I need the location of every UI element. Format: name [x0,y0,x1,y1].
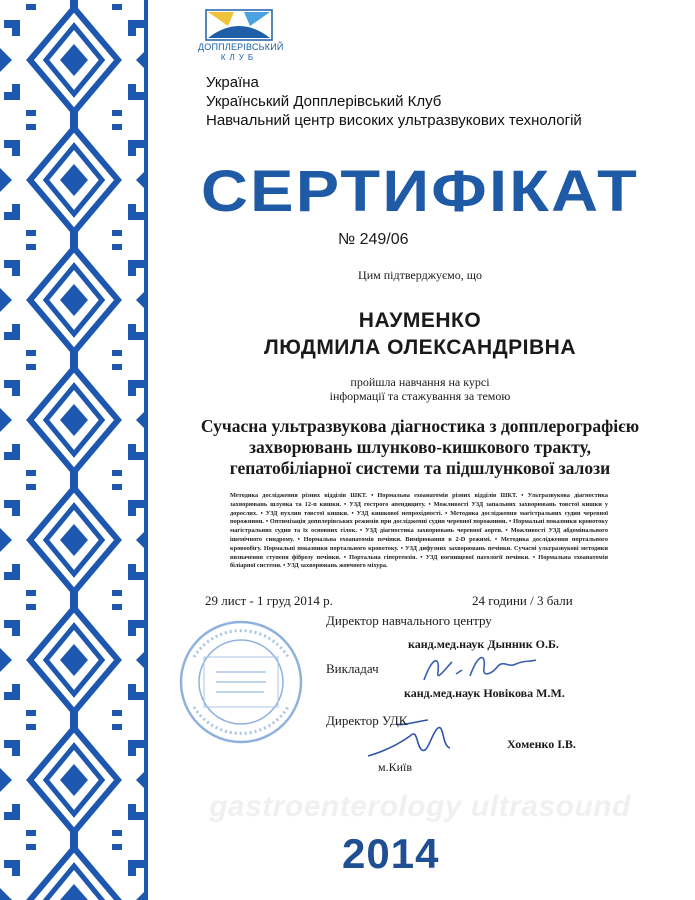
director-udk-name: Хоменко І.В. [507,737,576,751]
header-organization: Український Допплерівський Клуб [206,93,442,110]
header-country: Україна [206,74,259,91]
course-dates: 29 лист - 1 груд 2014 р. [205,593,333,608]
course-title-line1: Сучасна ультразвукова діагностика з допплерографією [200,416,640,436]
watermark-text: gastroenterology ultrasound [209,790,631,823]
lecturer-label: Викладач [326,661,379,676]
issue-city: м.Київ [378,760,413,774]
passed-text-line1: пройшла навчання на курсі [350,375,490,389]
recipient-surname: НАУМЕНКО [358,309,482,332]
director-udk-label: Директор УДК [326,713,408,728]
course-title-line2: захворювань шлунково-кишкового тракту, [248,437,592,457]
lecturer-signature [412,648,542,688]
club-logo [198,8,284,64]
certificate-year: 2014 [342,830,440,877]
course-topics: Методика дослідження різних відділів ШКТ. • Нормальна ехоанатомія різних відділів ШКТ. • Ультразвукова діагностика захворювань шлунка та 12-п кишки. • УЗД гострого апендициту. • Можливості УЗД запальних захворювань товстої кишки у дорослих. • УЗД пухлин товстої кишки. • УЗД кишкової непрохідності. • Методика дослідження магістральних судин черевної порожнини. • Оптимізація допплерівських режимів при дослідженні судин черевної порожнини. • Нормальні показники кровотоку магістральних судин та їх основних гілок. • УЗД діагностика захворювань черевної аорти. • Можливості УЗД абдомінального ішемічного синдрому. • Нормальна ехоанатомія печінки. Вимірювання в 2-D режимі. • Методика дослідження портального кровообігу. Нормальні показники портального кровотоку. • УЗД дифузних захворювань печінки. Сучасні ультразвукові методики визначення ступеня фіброзу печінки. • Портальна гіпертензія. • УЗД вогнищевої патології печінки. • Нормальна ехоанатомія біліарної системи. • УЗД захворювань жовчного міхура. [230,492,608,570]
lecturer-name: канд.мед.наук Новікова М.М. [404,686,565,700]
certificate-number: № 249/06 [338,231,409,248]
passed-text-line2: інформації та стажування за темою [329,389,511,403]
official-stamp [176,617,306,747]
certificate-title: СЕРТИФІКАТ [201,159,639,224]
logo-subtext: КЛУБ [220,53,258,62]
recipient-given-names: ЛЮДМИЛА ОЛЕКСАНДРІВНА [263,336,577,359]
course-hours: 24 години / 3 бали [472,593,573,608]
logo-emblem-icon [198,8,280,44]
director-center-name: канд.мед.наук Дынник О.Б. [408,637,559,651]
confirm-text: Цим підтверджуємо, що [358,268,482,282]
course-title-line3: гепатобіліарної системи та підшлункової залози [229,458,611,478]
header-center: Навчальний центр високих ультразвукових технологій [206,112,582,129]
director-center-label: Директор навчального центру [326,613,492,628]
logo-text: ДОППЛЕРІВСЬКИЙ [198,42,284,52]
ornamental-border [0,0,148,900]
